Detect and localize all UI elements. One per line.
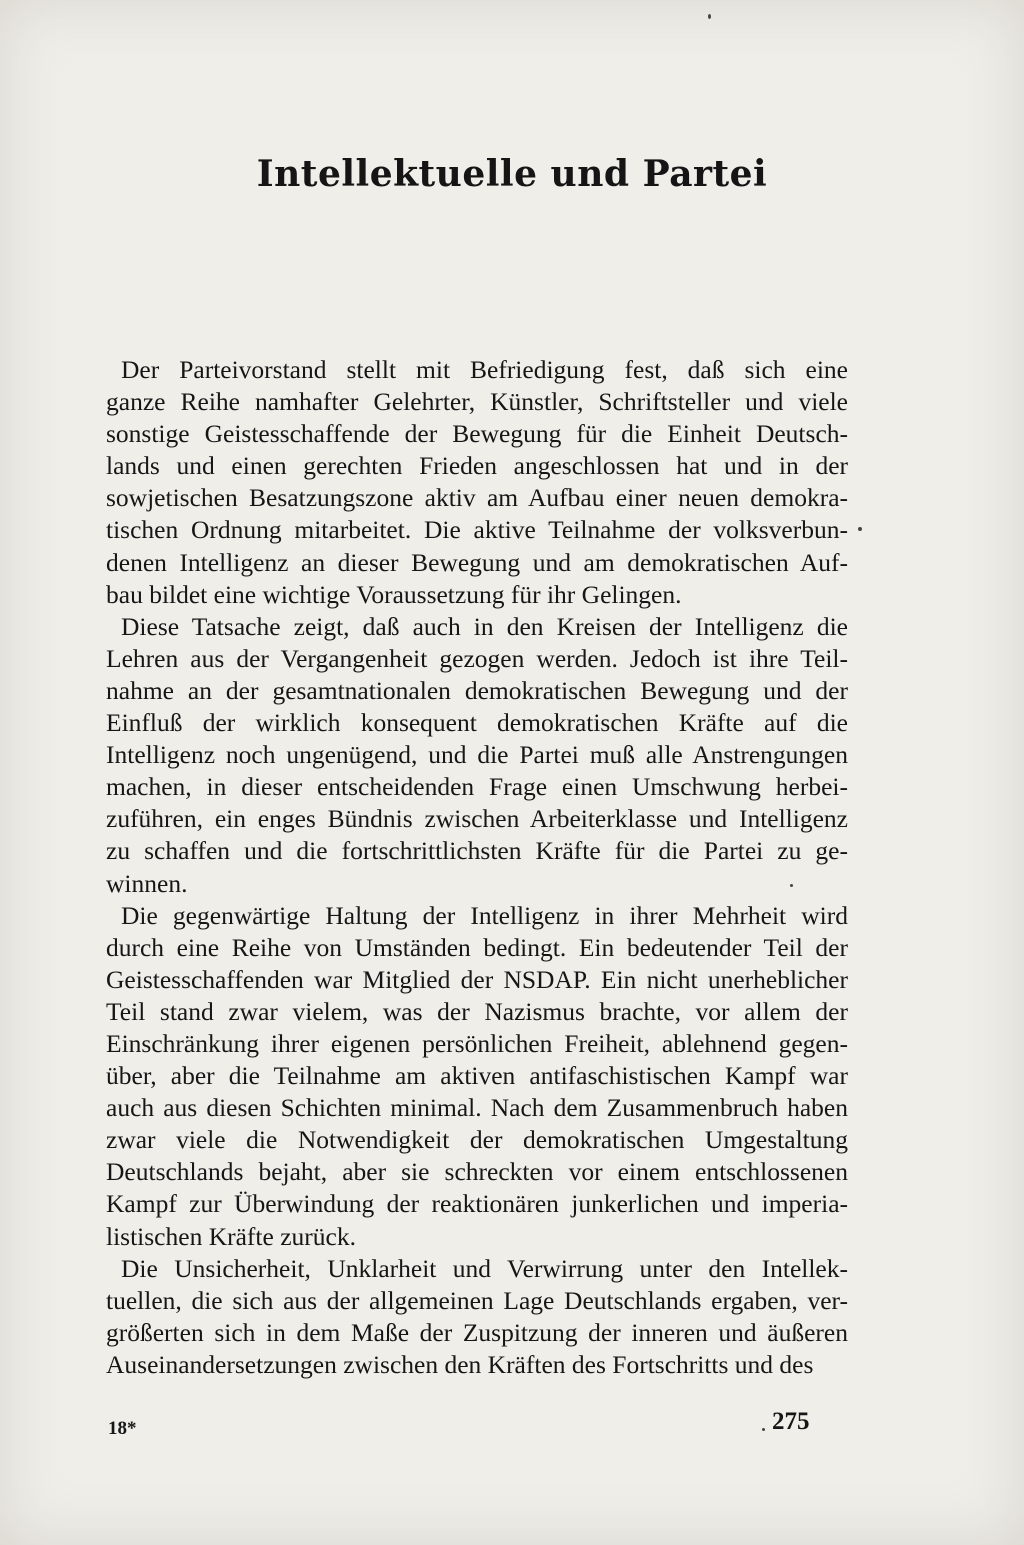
print-speck: [790, 884, 793, 887]
chapter-title: Intellektuelle und Partei: [256, 153, 768, 196]
text-line: Der Parteivorstand stellt mit Befriedigung fest, daß sich eine: [121, 355, 848, 384]
paragraph: [106, 354, 848, 611]
text-line: winnen.: [106, 868, 188, 898]
text-line: Kampf zur Überwindung der reaktionären junkerlichen und imperia-: [106, 1189, 848, 1219]
text-line: über, aber die Teilnahme am aktiven antifaschistischen Kampf war: [106, 1061, 848, 1091]
paragraph: [106, 611, 848, 900]
text-line: Die gegenwärtige Haltung der Intelligenz in ihrer Mehrheit wird: [121, 900, 848, 930]
print-speck: [762, 1428, 765, 1431]
text-line: lands und einen gerechten Frieden angeschlossen hat und in der: [106, 451, 848, 481]
text-line: zuführen, ein enges Bündnis zwischen Arbeiterklasse und Intelligenz: [106, 804, 848, 834]
text-line: Geistesschaffenden war Mitglied der NSDAP. Ein nicht unerheblicher: [106, 964, 848, 994]
text-line: Einfluß der wirklich konsequent demokratischen Kräfte auf die: [106, 708, 848, 738]
text-line: Deutschlands bejaht, aber sie schreckten vor einem entschlossenen: [106, 1157, 848, 1187]
page-number: 275: [772, 1408, 810, 1435]
text-line: zwar viele die Notwendigkeit der demokratischen Umgestaltung: [106, 1125, 848, 1155]
text-line: durch eine Reihe von Umständen bedingt. Ein bedeutender Teil der: [106, 932, 848, 962]
text-line: Einschränkung ihrer eigenen persönlichen Freiheit, ablehnend gegen-: [106, 1028, 848, 1058]
body-text: [106, 354, 848, 1381]
text-line: bau bildet eine wichtige Voraussetzung für ihr Gelingen.: [106, 579, 682, 609]
text-line: ganze Reihe namhafter Gelehrter, Künstler, Schriftsteller und viele: [106, 387, 848, 417]
text-line: Lehren aus der Vergangenheit gezogen werden. Jedoch ist ihre Teil-: [106, 643, 848, 673]
paragraph: [106, 900, 848, 1253]
text-line: Auseinandersetzungen zwischen den Kräften des Fortschritts und des: [106, 1349, 814, 1379]
text-line: Die Unsicherheit, Unklarheit und Verwirrung unter den Intellek-: [121, 1253, 848, 1283]
text-line: machen, in dieser entscheidenden Frage einen Umschwung herbei-: [106, 772, 848, 802]
text-line: zu schaffen und die fortschrittlichsten Kräfte für die Partei zu ge-: [106, 836, 848, 866]
paragraph: [106, 1253, 848, 1381]
text-line: auch aus diesen Schichten minimal. Nach dem Zusammenbruch haben: [106, 1093, 848, 1123]
text-line: tuellen, die sich aus der allgemeinen Lage Deutschlands ergaben, ver-: [106, 1285, 848, 1315]
text-line: nahme an der gesamtnationalen demokratischen Bewegung und der: [106, 675, 848, 705]
printer-signature: 18*: [108, 1418, 137, 1439]
text-line: Diese Tatsache zeigt, daß auch in den Kreisen der Intelligenz die: [121, 611, 848, 641]
text-line: denen Intelligenz an dieser Bewegung und am demokratischen Auf-: [106, 547, 848, 577]
text-line: tischen Ordnung mitarbeitet. Die aktive Teilnahme der volksverbun-: [106, 515, 848, 545]
print-speck: [858, 527, 862, 531]
text-line: Intelligenz noch ungenügend, und die Partei muß alle Anstrengungen: [106, 740, 848, 770]
text-line: größerten sich in dem Maße der Zuspitzung der inneren und äußeren: [106, 1317, 848, 1347]
text-line: sonstige Geistesschaffende der Bewegung für die Einheit Deutsch-: [106, 419, 848, 449]
text-line: Teil stand zwar vielem, was der Nazismus brachte, vor allem der: [106, 996, 848, 1026]
print-speck: [708, 14, 711, 19]
text-line: sowjetischen Besatzungszone aktiv am Aufbau einer neuen demokra-: [106, 483, 848, 513]
text-line: listischen Kräfte zurück.: [106, 1221, 356, 1251]
